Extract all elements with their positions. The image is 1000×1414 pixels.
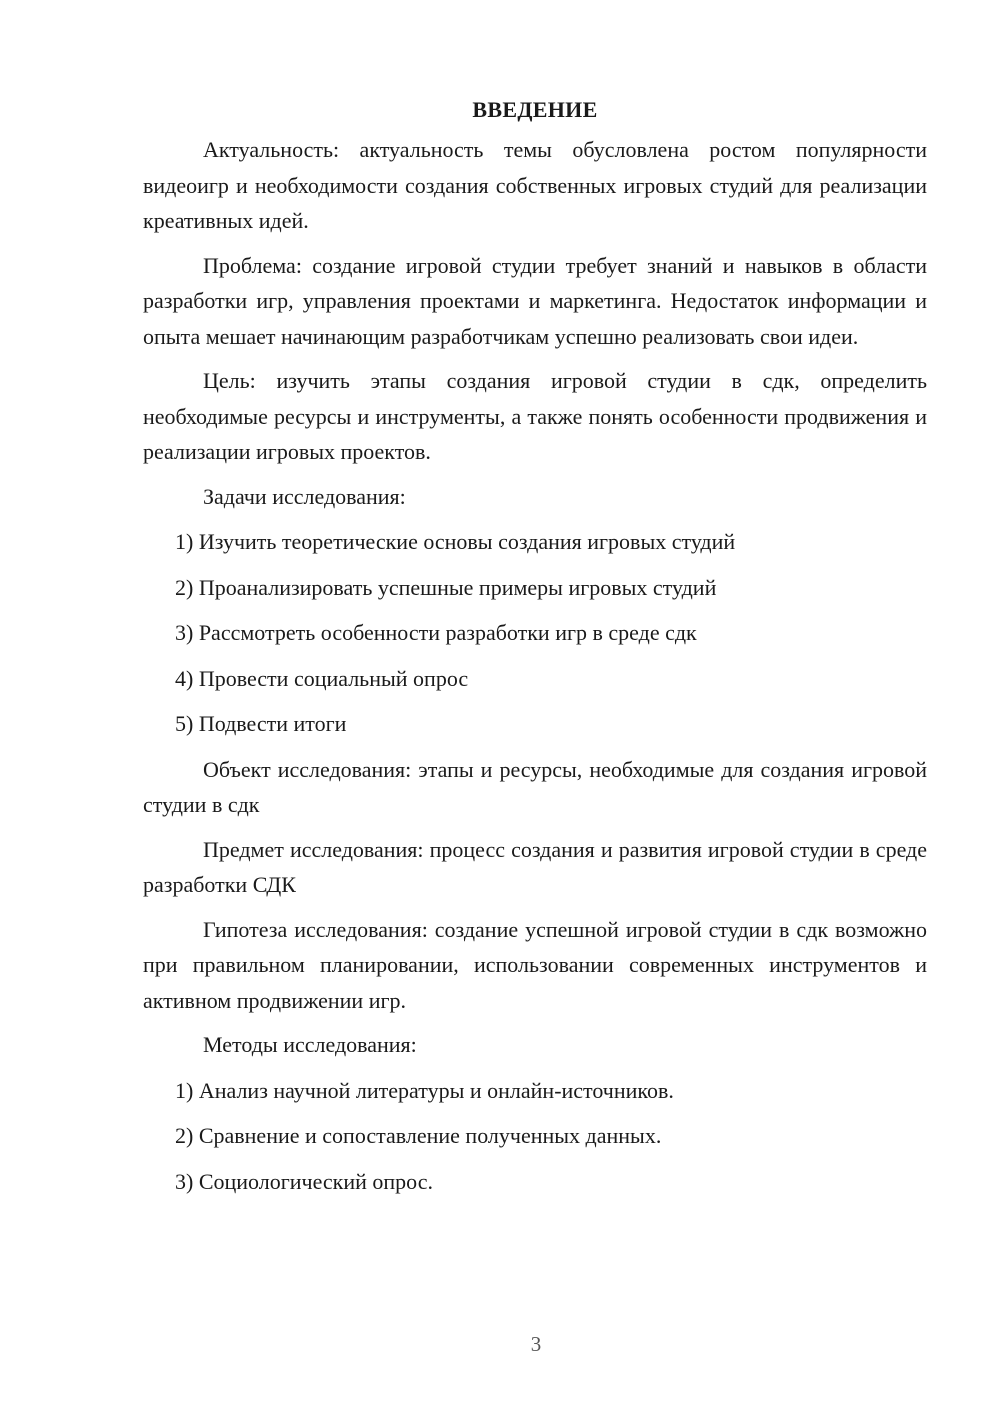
method-item: 2) Сравнение и сопоставление полученных данных. [175, 1123, 662, 1148]
hypothesis-paragraph: Гипотеза исследования: создание успешной игровой студии в сдк возможно при правильном планировании, использовании современных инструментов и активном продвижении игр. [143, 916, 927, 1013]
task-item: 1) Изучить теоретические основы создания игровых студий [175, 529, 736, 554]
task-item: 4) Провести социальный опрос [175, 665, 469, 691]
method-item: 1) Анализ научной литературы и онлайн-источников. [175, 1077, 674, 1103]
page-title: ВВЕДЕНИЕ [472, 97, 598, 122]
methods-list [143, 1073, 927, 1200]
page-number: 3 [530, 1332, 542, 1356]
tasks-list [143, 524, 927, 742]
tasks-heading: Задачи исследования: [203, 483, 406, 509]
object-paragraph: Объект исследования: этапы и ресурсы, необходимые для создания игровой студии в сдк [143, 756, 927, 817]
task-item: 2) Проанализировать успешные примеры игровых студий [175, 574, 717, 600]
relevance-paragraph: Актуальность: актуальность темы обусловлена ростом популярности видеоигр и необходимости создания собственных игровых студий для реализации креативных идей. [143, 137, 927, 233]
method-item: 3) Социологический опрос. [175, 1168, 433, 1194]
problem-paragraph: Проблема: создание игровой студии требует знаний и навыков в области разработки игр, управления проектами и маркетинга. Недостаток информации и опыта мешает начинающим разработчикам успешно реализовать свои идеи. [143, 252, 927, 349]
subject-paragraph: Предмет исследования: процесс создания и развития игровой студии в среде разработки СДК [143, 836, 927, 897]
goal-paragraph: Цель: изучить этапы создания игровой студии в сдк, определить необходимые ресурсы и инструменты, а также понять особенности продвижения и реализации игровых проектов. [143, 368, 927, 464]
page-content [143, 92, 927, 1209]
task-item: 5) Подвести итоги [175, 711, 347, 736]
methods-heading: Методы исследования: [203, 1032, 417, 1057]
task-item: 3) Рассмотреть особенности разработки игр в среде сдк [175, 620, 697, 645]
